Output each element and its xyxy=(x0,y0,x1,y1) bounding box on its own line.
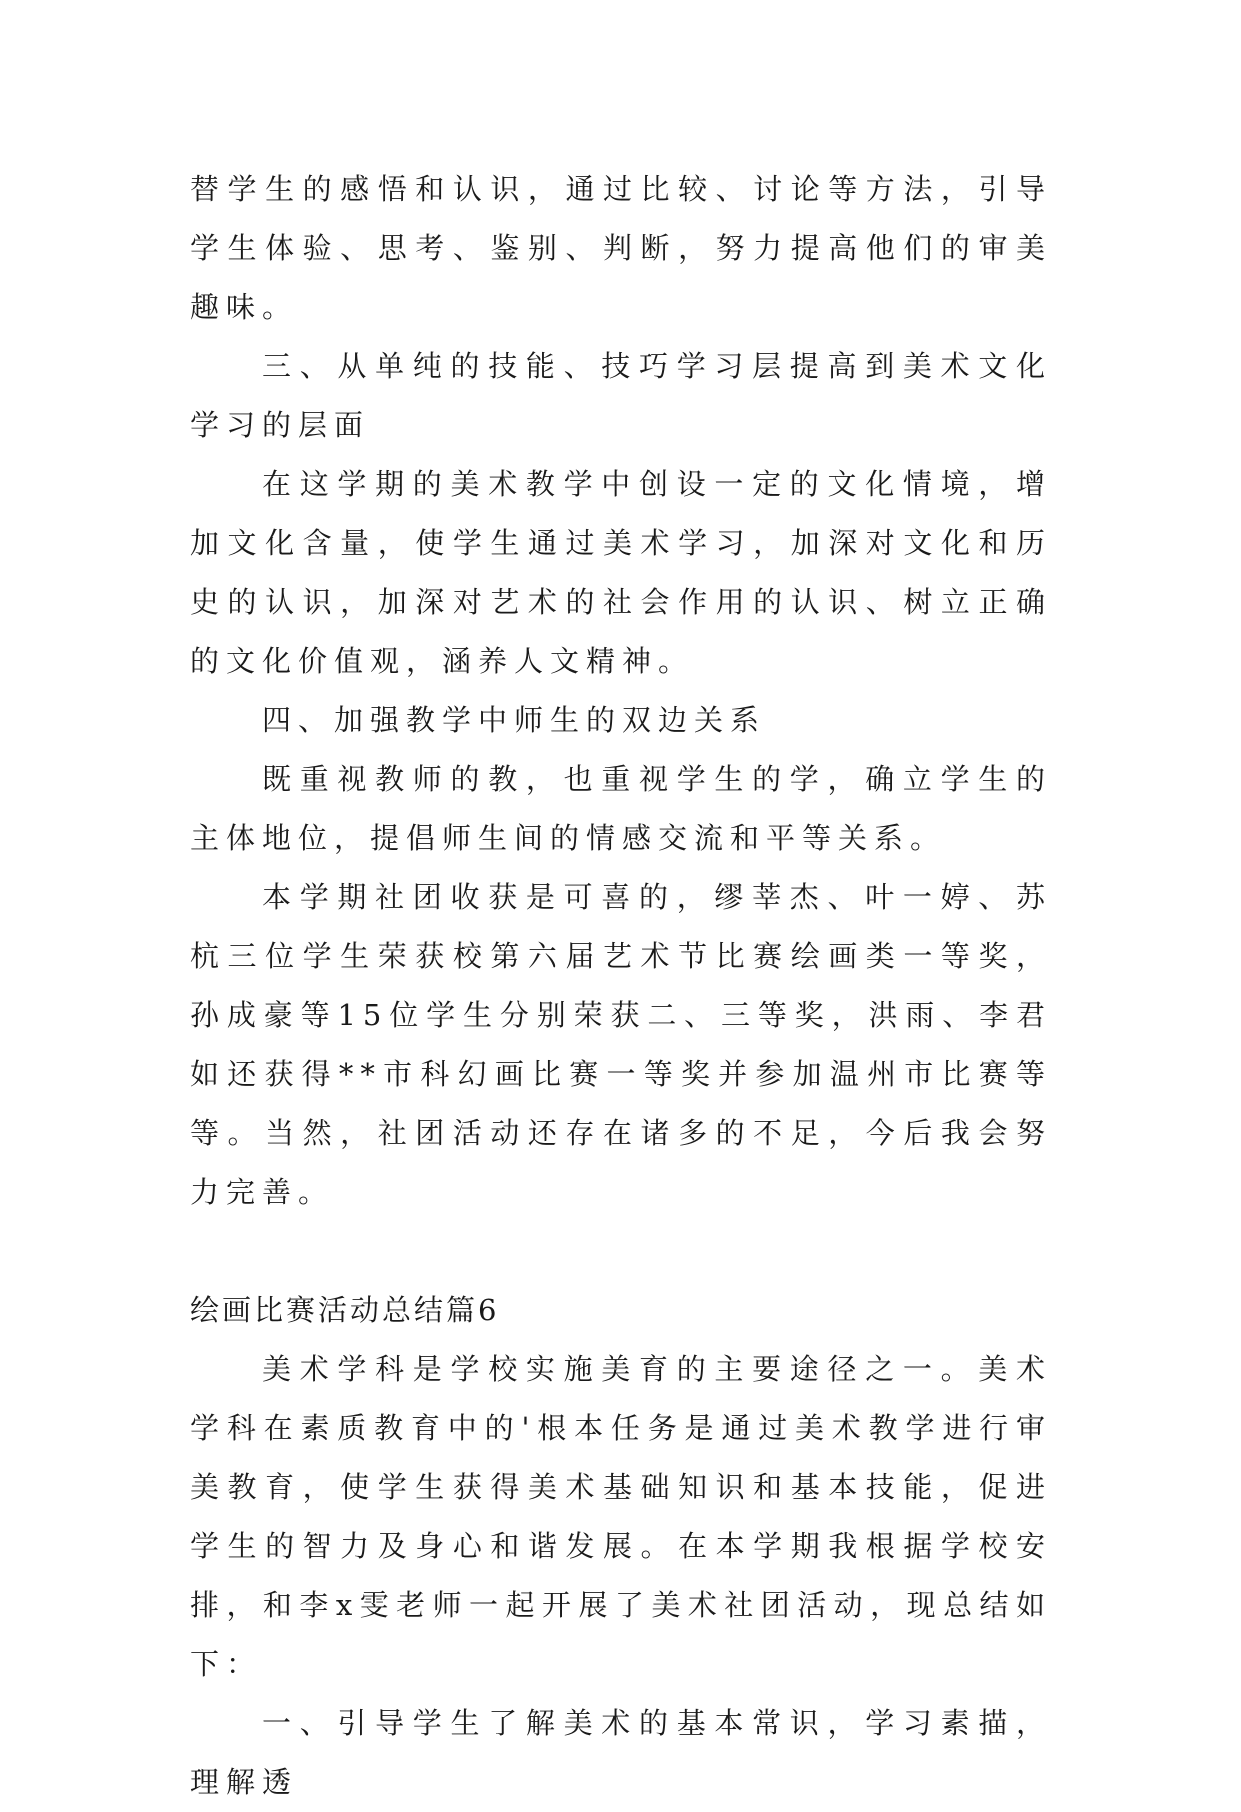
document-body xyxy=(190,160,1052,1812)
paragraph-4-heading-four: 四、加强教学中师生的双边关系 xyxy=(262,703,767,737)
paragraph-6: 本学期社团收获是可喜的，缪莘杰、叶一婷、苏杭三位学生荣获校第六届艺术节比赛绘画类一等奖，孙成豪等15位学生分别荣获二、三等奖，洪雨、李君如还获得**市科幻画比赛一等奖并参加温州市比赛等等。当然，社团活动还存在诸多的不足，今后我会努力完善。 xyxy=(190,880,1052,1209)
paragraph-7: 美术学科是学校实施美育的主要途径之一。美术学科在素质教育中的'根本任务是通过美术教学进行审美教育，使学生获得美术基础知识和基本技能，促进学生的智力及身心和谐发展。在本学期我根据学校安排，和李x雯老师一起开展了美术社团活动，现总结如下： xyxy=(190,1352,1052,1681)
paragraph-3: 在这学期的美术教学中创设一定的文化情境，增加文化含量，使学生通过美术学习，加深对文化和历史的认识，加深对艺术的社会作用的认识、树立正确的文化价值观，涵养人文精神。 xyxy=(190,467,1052,678)
paragraph-1: 替学生的感悟和认识，通过比较、讨论等方法，引导学生体验、思考、鉴别、判断，努力提高他们的审美趣味。 xyxy=(190,172,1052,324)
section-title: 绘画比赛活动总结篇6 xyxy=(190,1293,500,1327)
paragraph-5: 既重视教师的教，也重视学生的学，确立学生的主体地位，提倡师生间的情感交流和平等关系。 xyxy=(190,762,1052,855)
paragraph-2-heading-three: 三、从单纯的技能、技巧学习层提高到美术文化学习的层面 xyxy=(190,349,1052,442)
section-spacer xyxy=(190,1222,1052,1281)
paragraph-8: 一、引导学生了解美术的基本常识，学习素描，理解透 xyxy=(190,1706,1052,1799)
